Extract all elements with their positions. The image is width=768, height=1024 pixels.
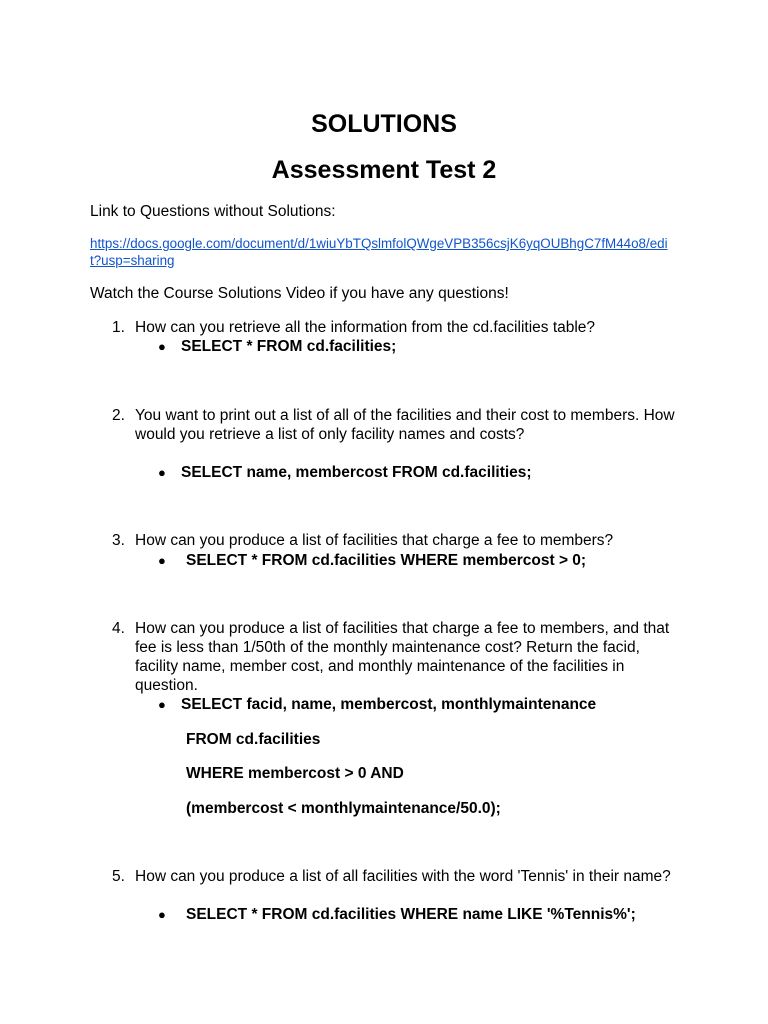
answer-line: SELECT * FROM cd.facilities WHERE membercost > 0; [186, 552, 587, 569]
bullet-icon: ● [158, 697, 166, 712]
document-title: SOLUTIONS [311, 110, 457, 138]
answer-line: SELECT name, membercost FROM cd.facilities; [181, 464, 532, 481]
bullet-icon: ● [158, 465, 166, 480]
answer-line: WHERE membercost > 0 AND [186, 765, 404, 782]
question-number: 2. [112, 407, 125, 424]
document-subtitle: Assessment Test 2 [271, 156, 497, 184]
question-number: 3. [112, 532, 125, 549]
answer-line: SELECT facid, name, membercost, monthlymaintenance [181, 696, 597, 713]
bullet-icon: ● [158, 907, 166, 922]
video-note: Watch the Course Solutions Video if you have any questions! [90, 285, 509, 302]
questions-link[interactable]: https://docs.google.com/document/d/1wiuYbTQslmfolQWgeVPB356csjK6yqOUBhgC7fM44o8/edit?usp=sharing [90, 236, 668, 268]
question-text: You want to print out a list of all of the facilities and their cost to members. How would you retrieve a list of only facility names and costs? [135, 407, 675, 443]
question-number: 1. [112, 319, 125, 336]
bullet-icon: ● [158, 339, 166, 354]
answer-line: FROM cd.facilities [186, 731, 321, 748]
question-number: 5. [112, 868, 125, 885]
answer-line: (membercost < monthlymaintenance/50.0); [186, 800, 501, 817]
question-text: How can you produce a list of facilities that charge a fee to members? [135, 532, 614, 549]
link-label: Link to Questions without Solutions: [90, 203, 336, 220]
bullet-icon: ● [158, 553, 166, 568]
question-number: 4. [112, 620, 125, 637]
answer-line: SELECT * FROM cd.facilities; [181, 338, 397, 355]
question-text: How can you retrieve all the information from the cd.facilities table? [135, 319, 596, 336]
answer-line: SELECT * FROM cd.facilities WHERE name LIKE '%Tennis%'; [186, 906, 636, 923]
question-text: How can you produce a list of facilities that charge a fee to members, and that fee is less than 1/50th of the monthly maintenance cost? Return the facid, facility name, member cost, and monthly maintenance of the facilities in question. [135, 620, 670, 694]
question-text: How can you produce a list of all facilities with the word 'Tennis' in their name? [135, 868, 671, 885]
